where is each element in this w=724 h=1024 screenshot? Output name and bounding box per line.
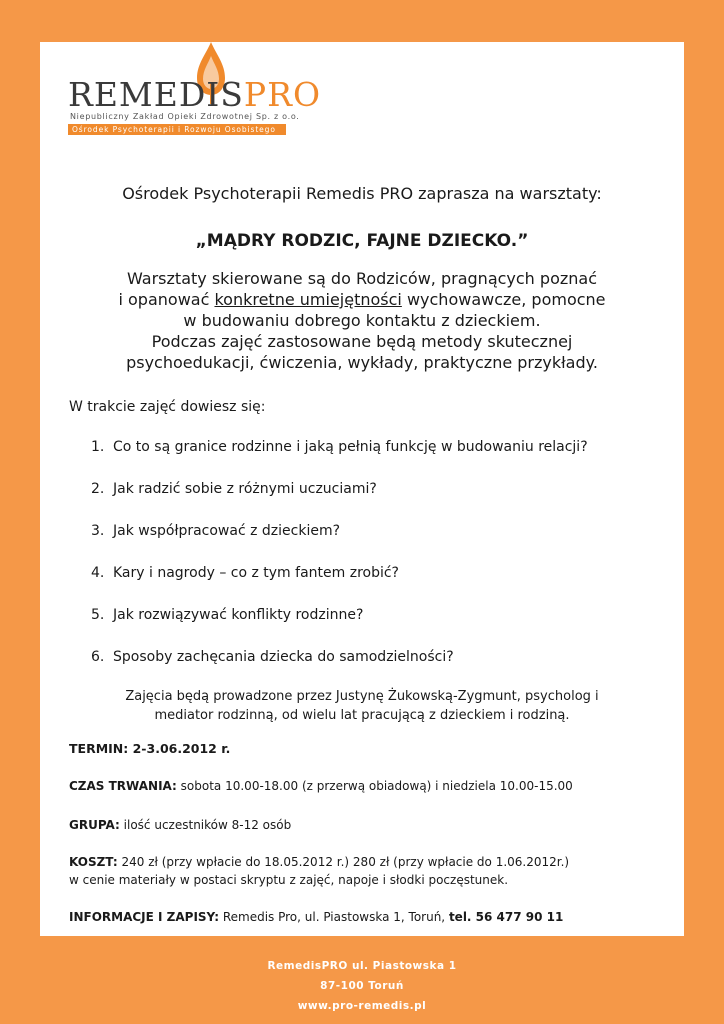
workshop-title: „MĄDRY RODZIC, FAJNE DZIECKO.”: [195, 231, 529, 251]
list-item: 6. Sposoby zachęcania dziecka do samodzielności?: [91, 649, 454, 665]
website-link[interactable]: www.pro-remedis.pl: [297, 1000, 427, 1012]
description-line: Podczas zajęć zastosowane będą metody skutecznej: [151, 332, 573, 351]
cost-info: KOSZT: 240 zł (przy wpłacie do 18.05.2012 r.) 280 zł (przy wpłacie do 1.06.2012r.) w cenie materiały w postaci skryptu z zajęć, napoje i słodki poczęstunek.: [69, 855, 570, 887]
brand-subtitle: Niepubliczny Zakład Opieki Zdrowotnej Sp. z o.o.: [70, 112, 300, 121]
description-line: Warsztaty skierowane są do Rodziców, pragnących poznać: [127, 269, 597, 288]
description-line: psychoedukacji, ćwiczenia, wykłady, praktyczne przykłady.: [126, 353, 598, 372]
underlined-phrase: konkretne umiejętności: [214, 290, 402, 309]
duration-info: CZAS TRWANIA: sobota 10.00-18.00 (z przerwą obiadową) i niedziela 10.00-15.00: [69, 779, 573, 793]
brand-tagline: Ośrodek Psychoterapii i Rozwoju Osobistego: [68, 124, 286, 135]
description-line: w budowaniu dobrego kontaktu z dzieckiem.: [183, 311, 541, 330]
list-item: 5. Jak rozwiązywać konflikty rodzinne?: [91, 607, 364, 623]
intro-text: Ośrodek Psychoterapii Remedis PRO zaprasza na warsztaty:: [122, 184, 602, 203]
workshop-description: [40, 268, 684, 373]
leader-info: Zajęcia będą prowadzone przez Justynę Żukowską-Zygmunt, psycholog i mediator rodzinną, od wielu lat pracującą z dzieckiem i rodziną.: [125, 689, 599, 723]
description-line: i opanować konkretne umiejętności wychowawcze, pomocne: [118, 290, 606, 309]
list-item: 3. Jak współpracować z dzieckiem?: [91, 523, 341, 539]
list-item: 1. Co to są granice rodzinne i jaką pełnią funkcję w budowaniu relacji?: [91, 439, 588, 455]
list-item: 2. Jak radzić sobie z różnymi uczuciami?: [91, 481, 377, 497]
topics-list: [91, 439, 588, 691]
footer-address: RemedisPRO ul. Piastowska 1 87-100 Toruń www.pro-remedis.pl: [0, 956, 724, 1016]
phone-number: tel. 56 477 90 11: [448, 910, 564, 924]
brand-wordmark: REMEDISPRO: [68, 75, 322, 114]
group-info: GRUPA: ilość uczestników 8-12 osób: [69, 818, 292, 832]
date-info: TERMIN: 2-3.06.2012 r.: [69, 741, 231, 756]
remedis-logo: [68, 42, 322, 134]
list-item: 4. Kary i nagrody – co z tym fantem zrobić?: [91, 565, 399, 581]
flyer-sheet: [40, 42, 684, 936]
topics-lead: W trakcie zajęć dowiesz się:: [69, 399, 266, 415]
contact-info: INFORMACJE I ZAPISY: Remedis Pro, ul. Piastowska 1, Toruń, tel. 56 477 90 11: [69, 910, 564, 924]
